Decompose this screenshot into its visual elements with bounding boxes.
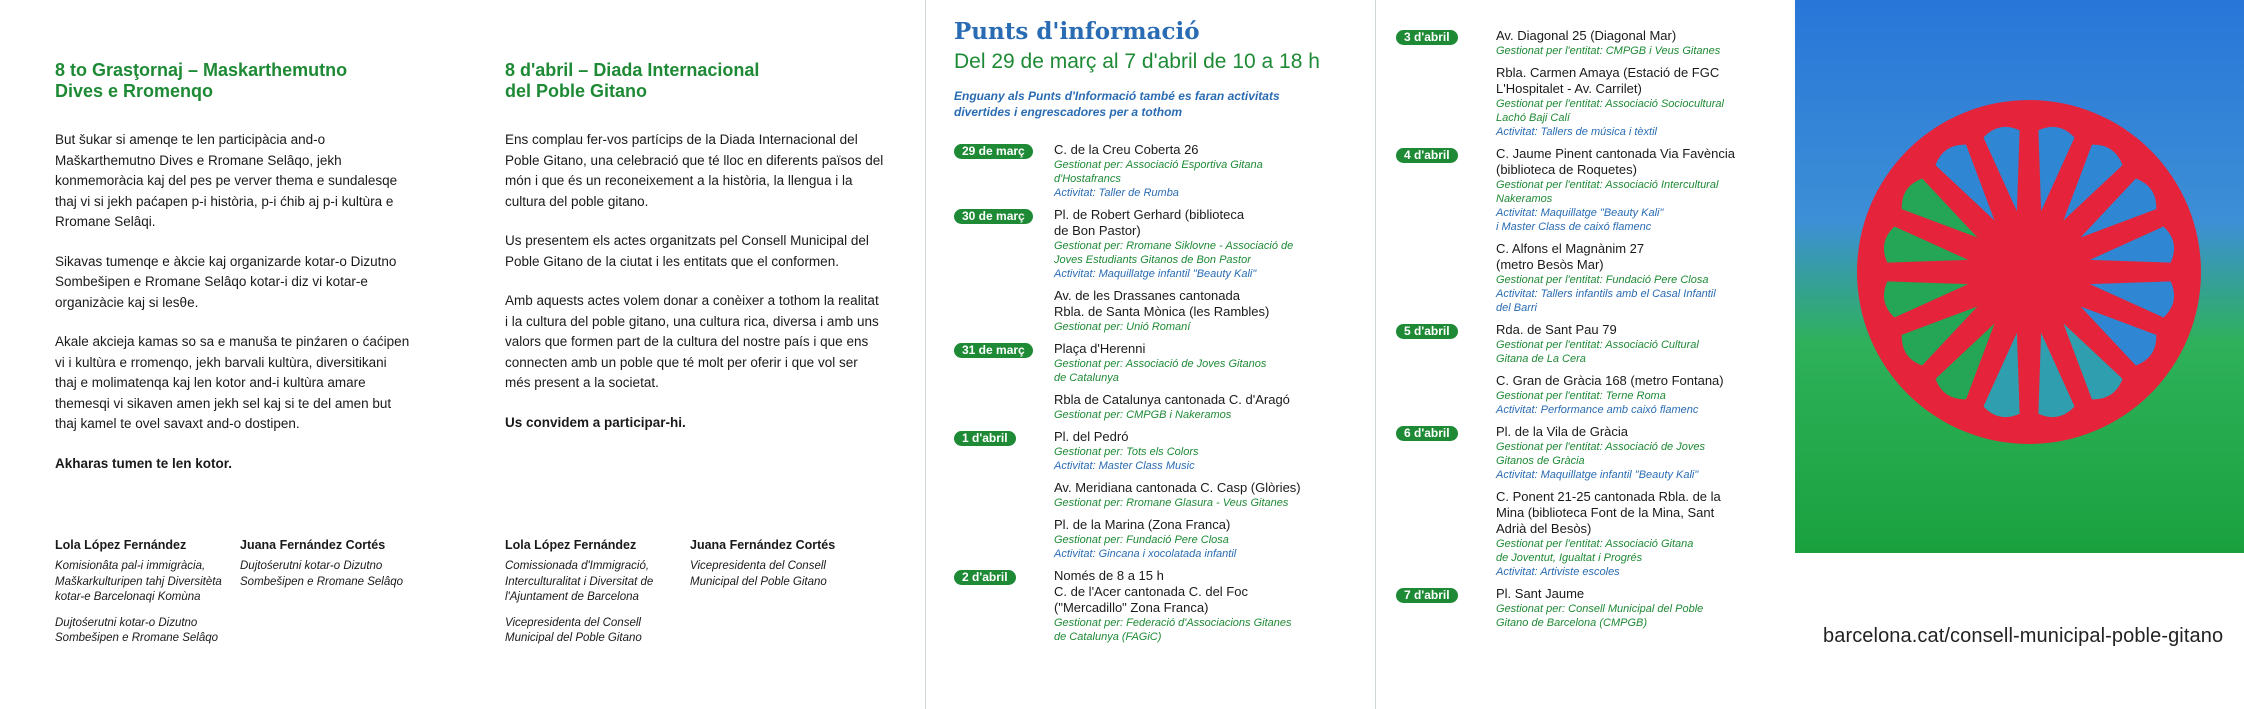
event-entry [954,429,1375,473]
event-entry [1396,241,1795,315]
signature-role: Vicepresidenta del Consell Municipal del Poble Gitano [505,616,642,644]
date-badge-slot [954,517,1044,533]
event-organizer: Gestionat per l'entitat: Associació de Joves Gitanos de Gràcia [1496,441,1705,467]
panel-romani-title: 8 to Grasţornaj – Maskarthemutno Dives e Rromenqo [55,60,348,101]
signature-block [505,537,690,657]
event-details [1054,142,1375,200]
event-organizer: Gestionat per l'entitat: Associació Sociocultural Lachó Baji Calí [1496,98,1724,124]
event-activity: Activitat: Artiviste escoles [1496,566,1620,578]
date-badge-slot [954,207,1044,223]
event-organizer: Gestionat per: CMPGB i Nakeramos [1054,409,1232,421]
date-badge-slot [954,429,1044,445]
event-entry [1396,322,1795,366]
date-badge: 29 de març [954,144,1033,159]
website-url[interactable]: barcelona.cat/consell-municipal-poble-gitano [1823,625,2224,647]
info-points-intro: Enguany als Punts d'Informació també es faran activitats divertides i engrescadores per a tothom [954,89,1280,119]
event-organizer: Gestionat per l'entitat: Associació Gitana de Joventut, Igualtat i Progrés [1496,538,1694,564]
event-entry [954,288,1375,334]
panel-catalan [450,0,925,709]
event-organizer: Gestionat per: Tots els Colors [1054,446,1199,458]
paragraph: Sikavas tumenqe e àkcie kaj organizarde kotar-o Dizutno Sombešipen e Rromane Selâqo kotar-i diz vi kotar-e organizàcie kaj si lesθe. [55,253,397,310]
event-location: Pl. de la Vila de Gràcia [1496,424,1628,439]
signatures [55,537,410,657]
event-location: Pl. Sant Jaume [1496,586,1585,601]
event-activity: Activitat: Tallers infantils amb el Casal Infantil del Barri [1496,288,1716,314]
cover-panel [1795,0,2244,709]
event-location: Av. de les Drassanes cantonada Rbla. de Santa Mònica (les Rambles) [1054,288,1270,319]
event-organizer: Gestionat per: Rromane Glasura - Veus Gitanes [1054,497,1289,509]
signature-role: Vicepresidenta del Consell Municipal del Poble Gitano [690,560,827,588]
date-badge-slot [1396,322,1486,338]
paragraph: Akale akcieja kamas so sa e manuša te pinźaren o ćaćipen vi i kultùra e rromenqo, jekh barvali kultùra, diversitikani thaj e molimatenqa kaj len kotor and-i kultùra amare themesqi vi sikaven amen jekh sel kaj si te del amen but thaj kamel te ovel savaxt and-o dostipen. [55,334,410,431]
event-location: Pl. de la Marina (Zona Franca) [1054,517,1231,532]
event-location: C. Gran de Gràcia 168 (metro Fontana) [1496,373,1724,388]
event-organizer: Gestionat per l'entitat: Associació Cultural Gitana de La Cera [1496,339,1699,365]
date-badge-slot [954,480,1044,496]
event-details [1496,586,1795,630]
event-organizer: Gestionat per: Associació Esportiva Gitana d'Hostafrancs [1054,159,1263,185]
event-entry [954,568,1375,644]
event-location: C. Ponent 21-25 cantonada Rbla. de la Mina (biblioteca Font de la Mina, Sant Adrià del Besòs) [1496,489,1721,536]
invitation-text: Akharas tumen te len kotor. [55,455,233,471]
events-list [954,142,1375,644]
panel-romani [0,0,450,709]
event-location: Plaça d'Herenni [1054,341,1146,356]
event-organizer: Gestionat per: Associació de Joves Gitanos de Catalunya [1054,358,1267,384]
event-details [1054,392,1375,422]
romani-flag [1795,0,2244,553]
event-entry [1396,28,1795,58]
event-organizer: Gestionat per l'entitat: Associació Intercultural Nakeramos [1496,179,1719,205]
event-location: C. Jaume Pinent cantonada Via Favència (biblioteca de Roquetes) [1496,146,1735,177]
date-badge-slot [1396,28,1486,44]
panel-catalan-title: 8 d'abril – Diada Internacional del Poble Gitano [505,60,760,101]
event-location: Rbla. Carmen Amaya (Estació de FGC L'Hospitalet - Av. Carrilet) [1496,65,1720,96]
event-location: Av. Meridiana cantonada C. Casp (Glòries) [1054,480,1301,495]
date-badge: 6 d'abril [1396,426,1458,441]
event-details [1496,424,1795,482]
event-details [1496,322,1795,366]
signature-block [55,537,240,657]
panel-info-points [925,0,1375,709]
date-badge-slot [954,142,1044,158]
event-organizer: Gestionat per: Fundació Pere Closa [1054,534,1229,546]
event-organizer: Gestionat per l'entitat: Terne Roma [1496,390,1666,402]
event-details [1496,146,1795,234]
event-details [1496,65,1795,139]
signature-role: Dujtośerutni kotar-o Dizutno Sombešipen e Rromane Selâqo [55,616,219,644]
paragraph: Ens complau fer-vos partícips de la Diada Internacional del Poble Gitano, una celebració que té lloc en diferents països del món i que és un reconeixement a la història, la llengua i la cultura del poble gitano. [505,132,884,209]
event-location: Rda. de Sant Pau 79 [1496,322,1617,337]
event-entry [954,517,1375,561]
date-badge-slot [1396,146,1486,162]
event-details [1496,241,1795,315]
signature-role: Dujtośerutni kotar-o Dizutno Sombešipen e Rromane Selâqo [240,560,404,588]
event-entry [1396,146,1795,234]
paragraph: But šukar si amenqe te len participàcia and-o Maškarthemutno Dives e Rromane Selâqo, jekh konmemoràcia kaj del pes pe verver thema e sundalesqe thaj vi si jekh paćapen p-i història, p-i ćhib aj p-i kultùra e Rromane Selâqi. [55,132,398,229]
event-details [1496,373,1795,417]
signatures [505,537,860,657]
paragraph: Amb aquests actes volem donar a conèixer a tothom la realitat i la cultura del poble gitano, una cultura rica, diversa i amb uns valors que formen part de la cultura del nostre país i que ens connecten amb un poble que té molt per oferir i que vol ser més present a la societat. [505,293,879,390]
event-organizer: Gestionat per: Rromane Siklovne - Associació de Joves Estudiants Gitanos de Bon Pastor [1054,240,1294,266]
panel-info-points-continued [1375,0,1795,709]
event-activity: Activitat: Maquillatge "Beauty Kali" i Master Class de caixó flamenc [1496,207,1664,233]
date-badge-slot [1396,241,1486,257]
event-entry [954,480,1375,510]
event-details [1054,517,1375,561]
date-badge: 3 d'abril [1396,30,1458,45]
chakra-icon [1795,0,2244,553]
date-badge: 7 d'abril [1396,588,1458,603]
signature-role: Komisionâta pal-i immigràcia, Maškarkulturipen tahj Diversitèta kotar-e Barcelonaqi Komùna [55,560,222,603]
date-badge: 1 d'abril [954,431,1016,446]
event-details [1054,429,1375,473]
event-organizer: Gestionat per: Unió Romaní [1054,321,1191,333]
date-badge: 4 d'abril [1396,148,1458,163]
event-organizer: Gestionat per l'entitat: CMPGB i Veus Gitanes [1496,45,1721,57]
event-organizer: Gestionat per: Federació d'Associacions Gitanes de Catalunya (FAGiC) [1054,617,1292,643]
event-entry [1396,489,1795,579]
event-entry [954,142,1375,200]
event-activity: Activitat: Taller de Rumba [1054,187,1179,199]
event-location: Rbla de Catalunya cantonada C. d'Aragó [1054,392,1290,407]
event-activity: Activitat: Tallers de música i tèxtil [1496,126,1657,138]
paragraph: Us presentem els actes organitzats pel Consell Municipal del Poble Gitano de la ciutat i les entitats que el conformen. [505,233,869,269]
date-badge: 30 de març [954,209,1033,224]
event-entry [1396,586,1795,630]
signature-name: Juana Fernández Cortés [690,538,836,552]
date-badge-slot [1396,489,1486,505]
signature-block [690,537,860,657]
event-details [1054,480,1375,510]
date-badge-slot [954,341,1044,357]
signature-role: Comissionada d'Immigració, Interculturalitat i Diversitat de l'Ajuntament de Barcelona [505,560,654,603]
event-activity: Activitat: Master Class Music [1054,460,1195,472]
event-location: C. Alfons el Magnànim 27 (metro Besòs Mar) [1496,241,1645,272]
events-list [1396,28,1795,630]
date-badge-slot [1396,586,1486,602]
event-location: Pl. del Pedró [1054,429,1129,444]
date-badge-slot [1396,424,1486,440]
info-points-dates: Del 29 de març al 7 d'abril de 10 a 18 h [954,50,1320,73]
event-details [1496,489,1795,579]
invitation-text: Us convidem a participar-hi. [505,414,686,430]
event-location: Av. Diagonal 25 (Diagonal Mar) [1496,28,1677,43]
date-badge: 2 d'abril [954,570,1016,585]
signature-name: Juana Fernández Cortés [240,538,386,552]
date-badge-slot [954,288,1044,304]
event-details [1496,28,1795,58]
date-badge-slot [954,568,1044,584]
event-location: Només de 8 a 15 h C. de l'Acer cantonada C. del Foc ("Mercadillo" Zona Franca) [1054,568,1248,615]
date-badge-slot [1396,373,1486,389]
event-activity: Activitat: Maquillatge infantil "Beauty Kali" [1054,268,1257,280]
event-entry [1396,424,1795,482]
signature-name: Lola López Fernández [55,538,187,552]
event-activity: Activitat: Performance amb caixó flamenc [1496,404,1699,416]
info-points-title: Punts d'informació [954,18,1200,45]
event-entry [954,392,1375,422]
date-badge-slot [1396,65,1486,81]
event-entry [1396,373,1795,417]
signature-name: Lola López Fernández [505,538,637,552]
date-badge: 5 d'abril [1396,324,1458,339]
wheel-hub [1991,234,2067,310]
date-badge: 31 de març [954,343,1033,358]
event-organizer: Gestionat per: Consell Municipal del Poble Gitano de Barcelona (CMPGB) [1496,603,1704,629]
event-details [1054,207,1375,281]
event-entry [954,341,1375,385]
date-badge-slot [954,392,1044,408]
event-location: Pl. de Robert Gerhard (biblioteca de Bon Pastor) [1054,207,1245,238]
event-organizer: Gestionat per l'entitat: Fundació Pere Closa [1496,274,1709,286]
event-details [1054,341,1375,385]
event-location: C. de la Creu Coberta 26 [1054,142,1199,157]
event-activity: Activitat: Maquillatge infantil "Beauty Kali" [1496,469,1699,481]
event-entry [1396,65,1795,139]
signature-block [240,537,410,657]
event-activity: Activitat: Gincana i xocolatada infantil [1054,548,1237,560]
event-entry [954,207,1375,281]
event-details [1054,568,1375,644]
event-details [1054,288,1375,334]
